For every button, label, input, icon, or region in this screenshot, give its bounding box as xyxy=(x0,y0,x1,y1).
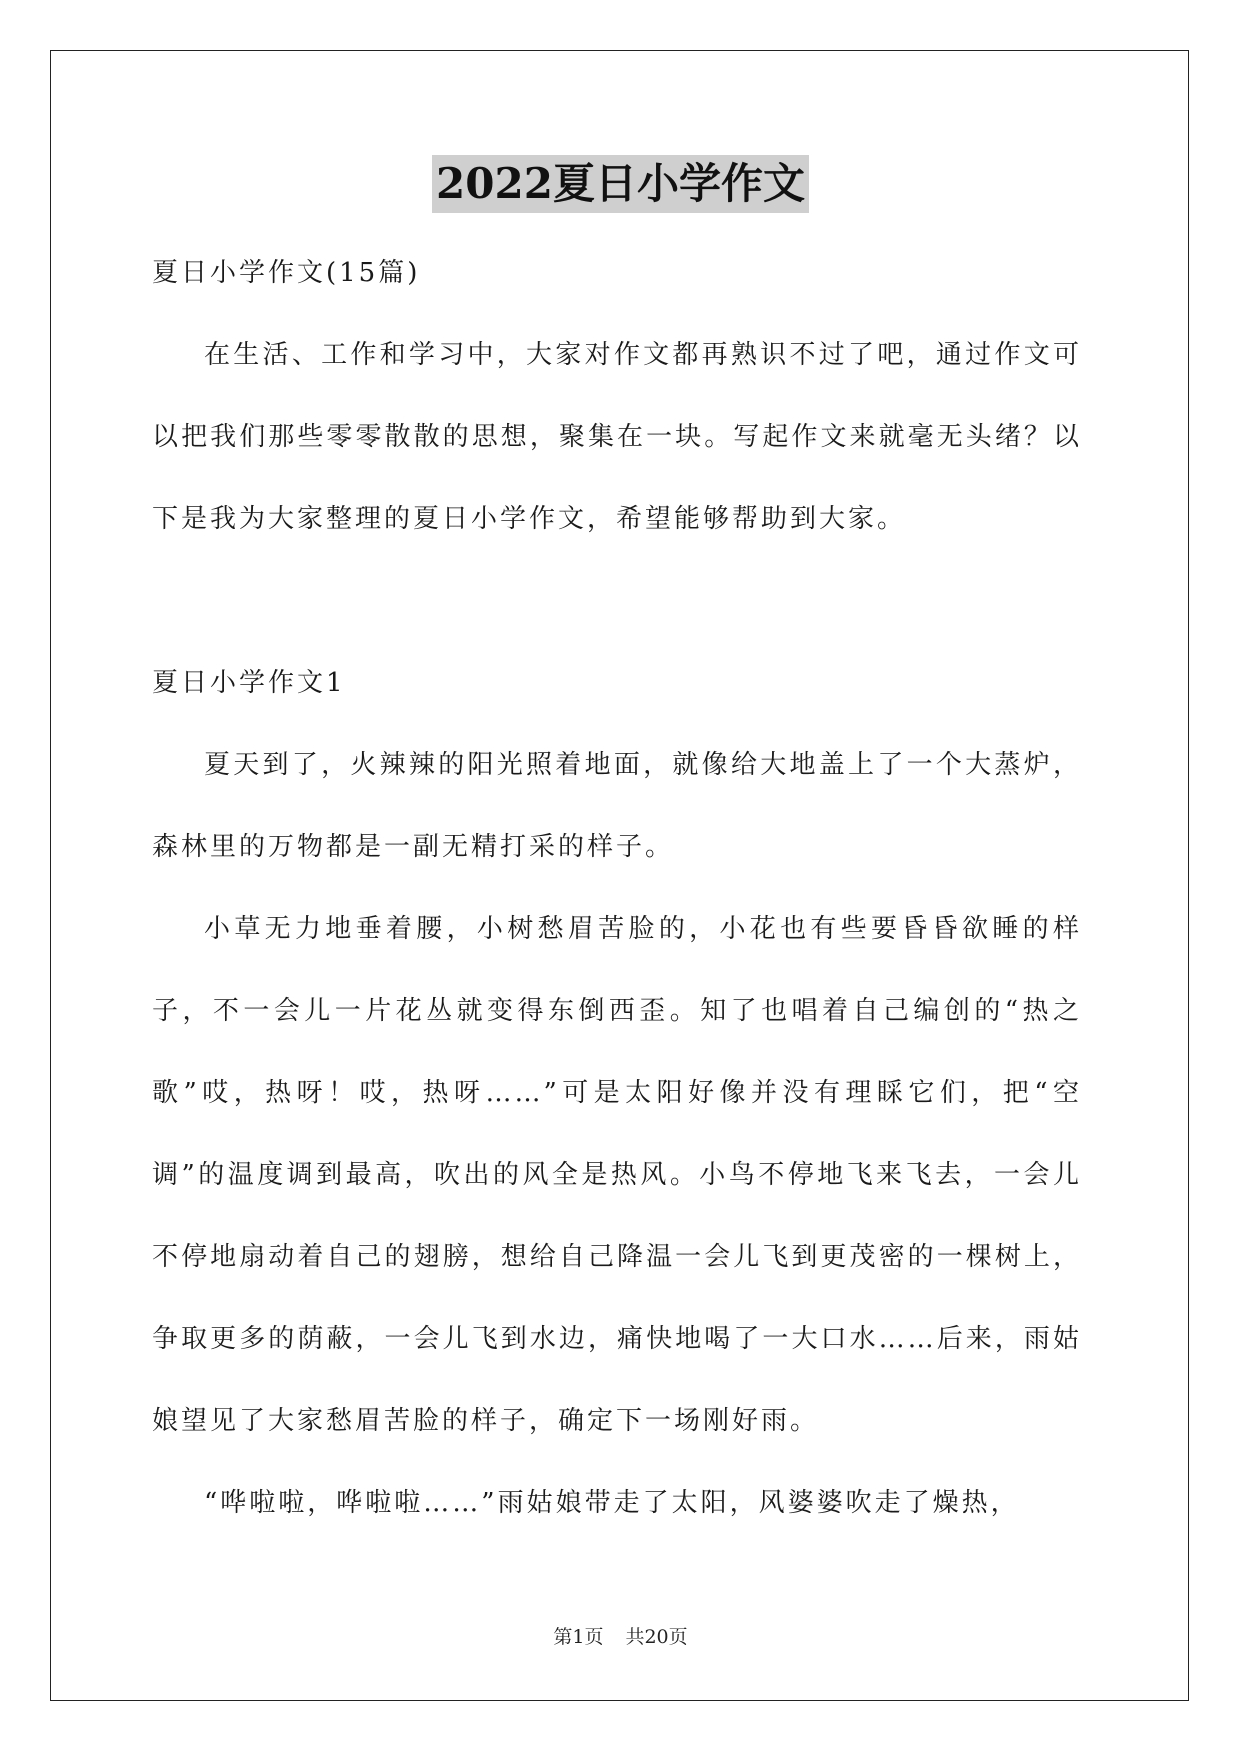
paragraph-essay-1-p1: 夏天到了，火辣辣的阳光照着地面，就像给大地盖上了一个大蒸炉，森林里的万物都是一副无精打采的样子。 xyxy=(152,750,1082,862)
document-title: 2022夏日小学作文 xyxy=(432,155,809,213)
paragraph-heading-essay-1: 夏日小学作文1 xyxy=(152,668,346,698)
paragraph-essay-1-p3: “哗啦啦，哗啦啦……”雨姑娘带走了太阳，风婆婆吹走了燥热， xyxy=(204,1488,1020,1518)
paragraph-heading-collection: 夏日小学作文(15篇) xyxy=(152,258,421,288)
title-container xyxy=(0,155,1241,213)
document-body xyxy=(152,232,1082,1544)
paragraph-essay-1-p2: 小草无力地垂着腰，小树愁眉苦脸的，小花也有些要昏昏欲睡的样子，不一会儿一片花丛就变得东倒西歪。知了也唱着自己编创的“热之歌”哎，热呀！哎，热呀……”可是太阳好像并没有理睬它们，把“空调”的温度调到最高，吹出的风全是热风。小鸟不停地飞来飞去，一会儿不停地扇动着自己的翅膀，想给自己降温一会儿飞到更茂密的一棵树上，争取更多的荫蔽，一会儿飞到水边，痛快地喝了一大口水……后来，雨姑娘望见了大家愁眉苦脸的样子，确定下一场刚好雨。 xyxy=(152,914,1082,1436)
paragraph-spacer xyxy=(152,560,1082,642)
page-footer xyxy=(0,1622,1241,1649)
page-number: 第1页 xyxy=(553,1626,604,1648)
paragraph-intro: 在生活、工作和学习中，大家对作文都再熟识不过了吧，通过作文可以把我们那些零零散散的思想，聚集在一块。写起作文来就毫无头绪？以下是我为大家整理的夏日小学作文，希望能够帮助到大家。 xyxy=(152,340,1082,534)
page-total: 共20页 xyxy=(625,1626,688,1648)
